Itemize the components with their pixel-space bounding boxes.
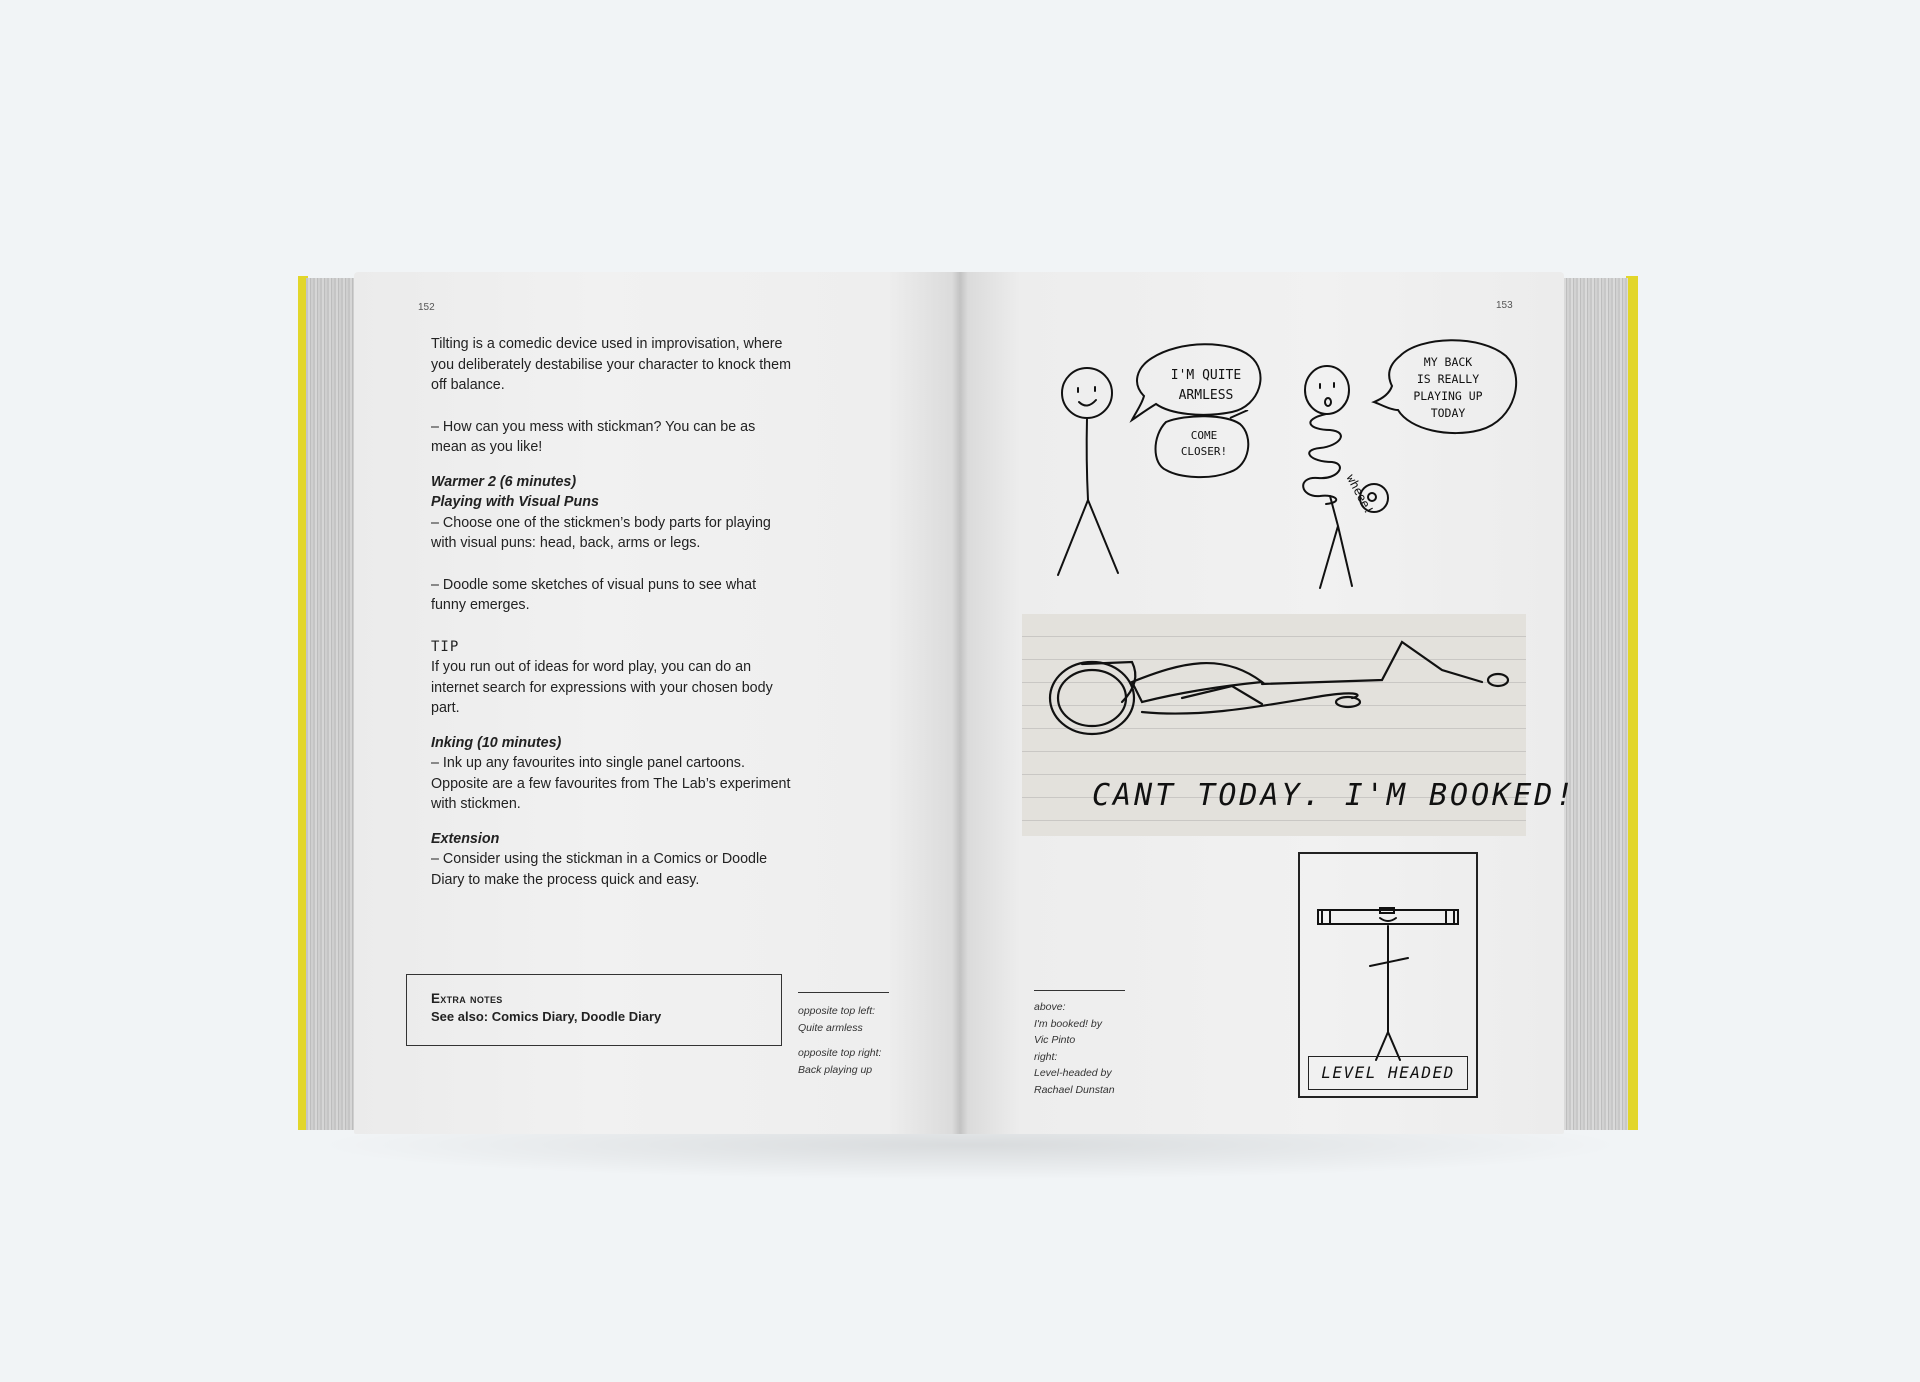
bubble-back-text (1402, 354, 1494, 422)
left-page-number: 152 (418, 302, 435, 313)
bubble-line: MY BACK (1423, 355, 1473, 369)
inking-heading: Inking (10 minutes) (431, 734, 562, 751)
bubble-line: CLOSER! (1180, 445, 1228, 458)
prompt-paragraph: – How can you mess with stickman? You can be as mean as you like! (431, 418, 756, 455)
bubble-line: I'M QUITE (1170, 368, 1242, 383)
booked-photo (1022, 614, 1577, 836)
bubble-line: ARMLESS (1178, 388, 1234, 403)
extension-text: – Consider using the stickman in a Comics or Doodle Diary to make the process quick and easy. (431, 851, 768, 888)
warmer-heading: Warmer 2 (6 minutes) (431, 473, 577, 490)
caption-label: opposite top right: (798, 1047, 882, 1059)
intro-paragraph: Tilting is a comedic device used in improvisation, where you deliberately destabilise your character to knock them off balance. (431, 336, 791, 393)
caption-title: Back playing up (798, 1063, 873, 1076)
page-stack-left (306, 278, 358, 1130)
warmer-step-1: – Choose one of the stickmen’s body parts for playing with visual puns: head, back, arms or legs. (431, 514, 771, 551)
bubble-closer-text (1176, 428, 1232, 460)
extension-heading: Extension (431, 830, 500, 847)
caption-line: I'm booked! by (1034, 1017, 1102, 1030)
level-headed-panel (1298, 852, 1478, 1098)
caption-line: right: (1034, 1050, 1058, 1063)
right-page-number: 153 (1496, 300, 1513, 311)
bubble-line: COME (1190, 429, 1218, 442)
warmer-subheading: Playing with Visual Puns (431, 494, 599, 510)
bubble-armless-text (1166, 366, 1246, 406)
page-stack-right (1562, 278, 1628, 1130)
left-page-body (431, 334, 791, 890)
level-label-box (1308, 1056, 1468, 1090)
level-headed-label: LEVEL HEADED (1321, 1063, 1455, 1082)
caption-title: Quite armless (798, 1021, 863, 1034)
booked-drawing (1022, 622, 1526, 742)
booked-caption-text: CANT TODAY. I'M BOOKED! (1092, 778, 1577, 813)
wheee-text: wheee! (1343, 472, 1377, 517)
caption-rule-right (1034, 990, 1125, 991)
warmer-step-2: – Doodle some sketches of visual puns to see what funny emerges. (431, 576, 757, 613)
inking-text: – Ink up any favourites into single panel cartoons. Opposite are a few favourites from The Lab’s experiment with stickmen. (431, 755, 791, 812)
level-headed-drawing (1300, 902, 1476, 1072)
bubble-line: IS REALLY (1416, 372, 1480, 386)
caption-opposite (798, 1003, 881, 1078)
book-gutter (952, 272, 968, 1134)
caption-right-page (1034, 999, 1115, 1098)
caption-line: Level-headed by (1034, 1067, 1112, 1079)
caption-line: Rachael Dunstan (1034, 1083, 1115, 1096)
bubble-line: TODAY (1430, 406, 1466, 420)
extra-notes-title: Extra notes (431, 991, 503, 1006)
bubble-line: PLAYING UP (1413, 389, 1483, 403)
extra-notes-box (406, 974, 782, 1046)
caption-label: opposite top left: (798, 1005, 876, 1017)
caption-rule-left (798, 992, 889, 993)
tip-text: If you run out of ideas for word play, you can do an internet search for expressions with your chosen body part. (431, 659, 773, 716)
tip-label: TIP (431, 638, 460, 655)
caption-line: Vic Pinto (1034, 1034, 1076, 1046)
caption-line: above: (1034, 1001, 1066, 1013)
extra-notes-see-also: See also: Comics Diary, Doodle Diary (431, 1009, 662, 1024)
